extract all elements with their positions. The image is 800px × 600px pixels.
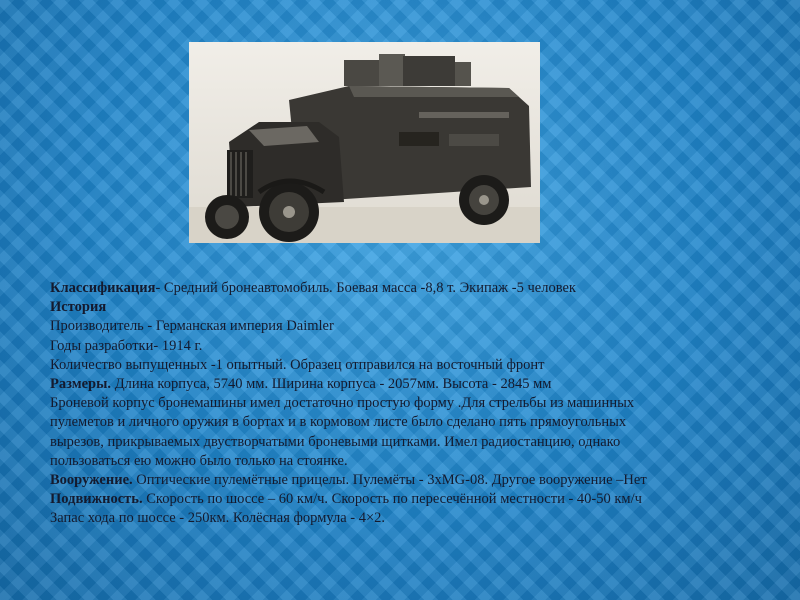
armament-value: Оптические пулемётные прицелы. Пулемёты - 3хMG-08. Другое вооружение –Нет — [132, 471, 647, 488]
quantity-line: Количество выпущенных -1 опытный. Образец отправился на восточный фронт — [50, 356, 545, 373]
manufacturer-line: Производитель - Германская империя Daimler — [50, 318, 334, 335]
history-heading: История — [50, 299, 107, 316]
dimensions-value: Длина корпуса, 5740 мм. Ширина корпуса - 2057мм. Высота - 2845 мм — [111, 375, 552, 392]
mobility-value: Скорость по шоссе – 60 км/ч. Скорость по пересечённой местности - 40-50 км/ч — [142, 491, 642, 508]
dimensions-label: Размеры. — [50, 375, 112, 392]
description-line-2: пулеметов и личного оружия в бортах и в кормовом листе было сделано пять прямоугольных — [50, 414, 627, 431]
mobility-line — [50, 490, 790, 509]
development-years-line: Годы разработки- 1914 г. — [50, 337, 203, 354]
classification-value: - Средний бронеавтомобиль. Боевая масса -8,8 т. Экипаж -5 человек — [155, 280, 576, 296]
armament-line — [50, 471, 790, 490]
armament-label: Вооружение. — [50, 471, 133, 488]
armored-car-photo — [189, 42, 540, 243]
classification-label: Классификация — [50, 280, 156, 296]
classification-line — [50, 279, 790, 298]
description-line-4: пользоваться ею можно было только на стоянке. — [50, 452, 348, 469]
range-line: Запас хода по шоссе - 250км. Колёсная формула - 4×2. — [50, 510, 386, 527]
description-line-3: вырезов, прикрываемых двустворчатыми броневыми щитками. Имел радиостанцию, однако — [50, 433, 621, 450]
dimensions-line — [50, 375, 790, 394]
description-text — [50, 279, 790, 528]
description-line-1: Броневой корпус бронемашины имел достаточно простую форму .Для стрельбы из машинных — [50, 395, 635, 412]
mobility-label: Подвижность. — [50, 491, 143, 508]
